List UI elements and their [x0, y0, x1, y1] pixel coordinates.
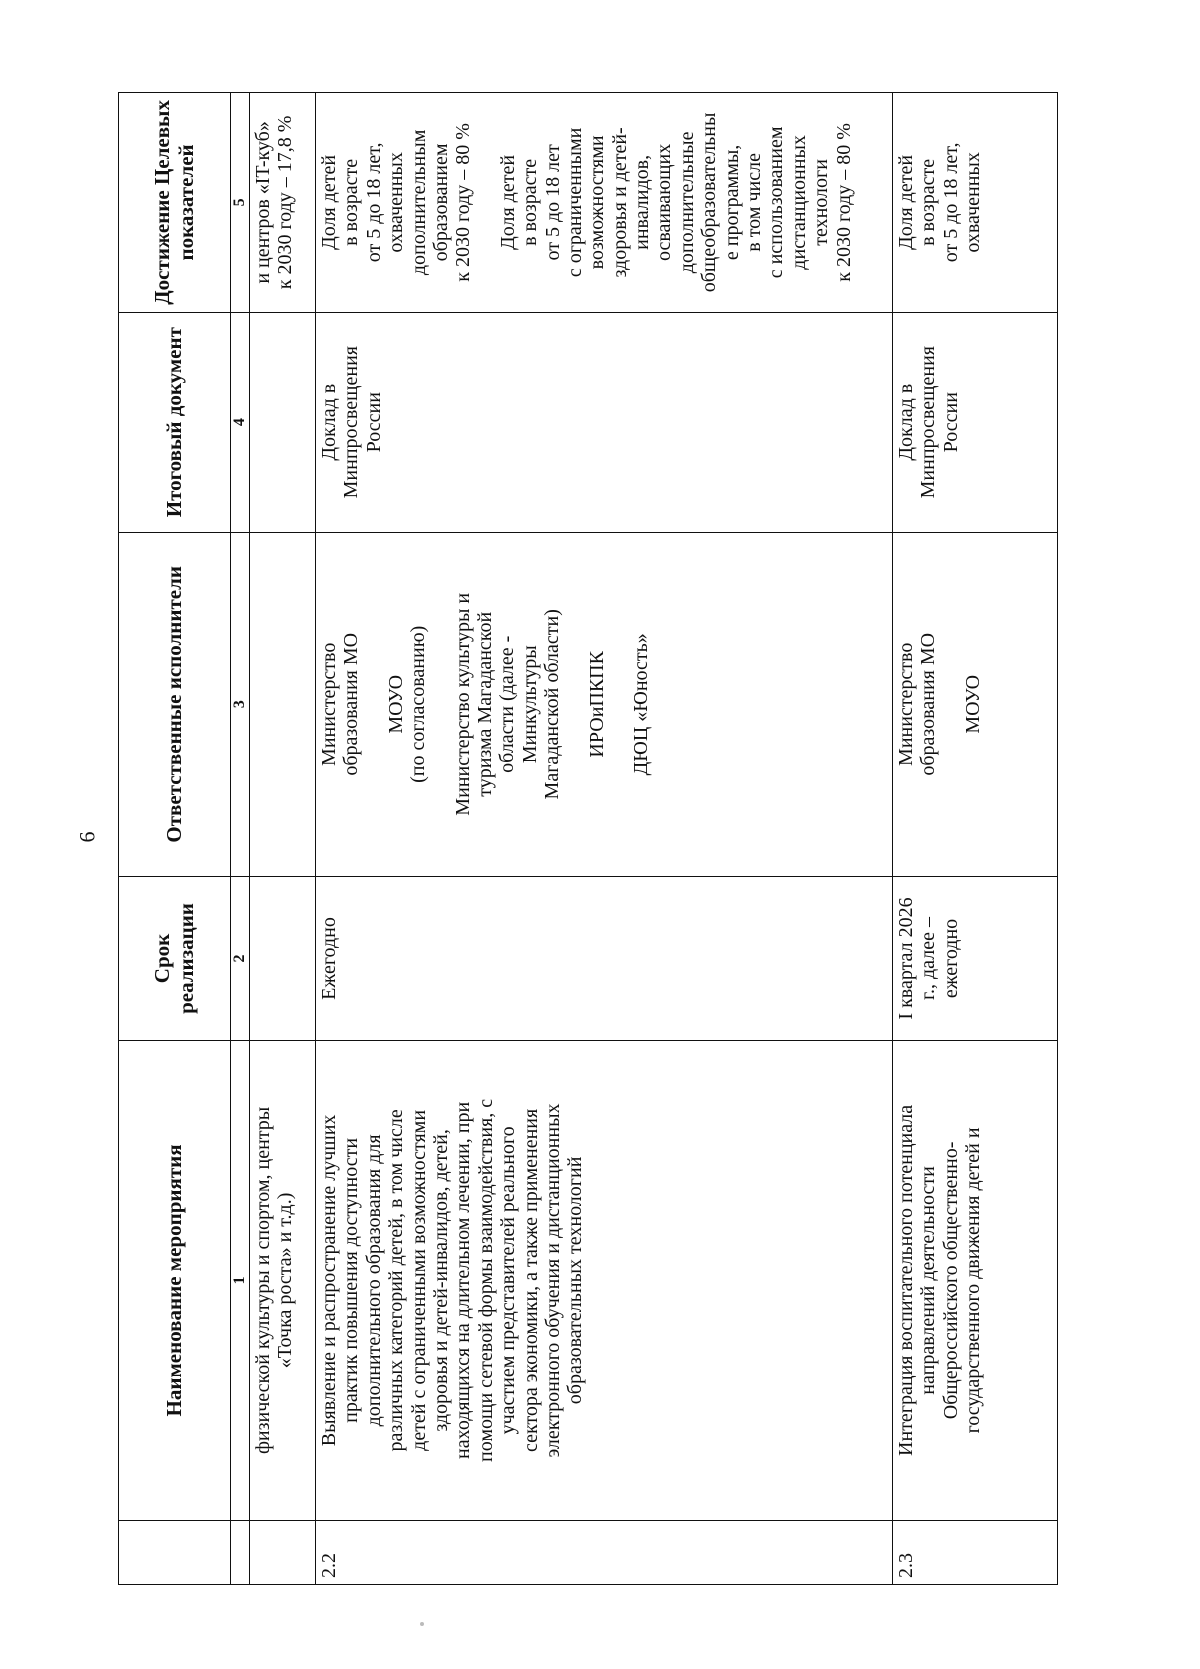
- text-line: помощи сетевой формы взаимодействия, с: [474, 1098, 497, 1462]
- page-number: 6: [74, 831, 100, 843]
- text-line: «Точка роста» и т.д.): [274, 1192, 297, 1369]
- text-line: Министерство: [318, 642, 340, 766]
- text-line: Доля детей: [496, 154, 519, 250]
- table-row: [250, 93, 316, 1585]
- text-line: [940, 537, 962, 872]
- document-cell: [250, 312, 316, 532]
- index-cell: 5: [231, 93, 250, 313]
- text-line: ежегодно: [939, 918, 962, 999]
- header-num: [119, 1520, 231, 1584]
- text-line: детей с ограниченными возможностями: [407, 1109, 430, 1451]
- text-line: России: [362, 392, 385, 453]
- text-line: Министерство культуры и: [451, 592, 474, 816]
- text-line: и центров «IT-куб»: [252, 121, 274, 284]
- header-term: Срок реализации: [119, 877, 231, 1041]
- text-line: от 5 до 18 лет: [541, 144, 564, 261]
- text-line: физической культуры и спортом, центры: [252, 1106, 274, 1455]
- name-cell: [316, 1040, 893, 1520]
- text-line: Министерство: [894, 642, 917, 766]
- text-line: к 2030 году – 17,8 %: [274, 115, 297, 290]
- table-row: [892, 93, 1057, 1585]
- text-line: здоровья и детей-: [608, 127, 631, 278]
- text-line: осваивающих: [653, 143, 676, 262]
- text-line: к 2030 году – 80 %: [832, 123, 855, 282]
- responsible-cell: [316, 532, 893, 876]
- document-cell: [892, 312, 1057, 532]
- text-line: [363, 537, 385, 872]
- text-line: МОУО: [384, 674, 407, 734]
- text-line: Магаданской области): [541, 609, 564, 800]
- index-cell: 1: [231, 1040, 250, 1520]
- index-cell: 2: [231, 877, 250, 1041]
- index-cell: 3: [231, 532, 250, 876]
- text-line: (по согласованию): [407, 625, 430, 783]
- table-row: [316, 93, 893, 1585]
- text-line: [475, 97, 497, 308]
- text-line: Доклад в: [894, 383, 917, 461]
- text-line: направлений деятельности: [917, 1166, 940, 1395]
- term-cell: [250, 877, 316, 1041]
- text-line: [564, 537, 586, 872]
- index-cell: 4: [231, 312, 250, 532]
- text-line: Минкультуры: [518, 645, 541, 764]
- text-line: от 5 до 18 лет,: [362, 142, 385, 263]
- text-line: в возрасте: [917, 158, 940, 246]
- text-line: охваченных: [962, 152, 985, 253]
- responsible-cell: [250, 532, 316, 876]
- indicators-cell: [250, 93, 316, 313]
- text-line: общеобразовательны: [698, 112, 721, 293]
- text-line: [430, 537, 452, 872]
- text-line: образовательных технологий: [564, 1156, 587, 1405]
- index-cell: [231, 1520, 250, 1584]
- text-line: здоровья и детей-инвалидов, детей,: [429, 1129, 452, 1432]
- text-line: России: [939, 392, 962, 453]
- text-line: Доля детей: [894, 154, 917, 250]
- text-line: Выявление и распространение лучших: [318, 1114, 340, 1447]
- name-cell: [250, 1040, 316, 1520]
- header-document: Итоговый документ: [119, 312, 231, 532]
- text-line: различных категорий детей, в том числе: [385, 1109, 408, 1452]
- text-line: Минпросвещения: [917, 346, 940, 499]
- header-indicators: Достижение Целевых показателей: [119, 93, 231, 313]
- text-line: в возрасте: [519, 158, 542, 246]
- text-line: образованием: [429, 143, 452, 262]
- header-name: Наименование мероприятия: [119, 1040, 231, 1520]
- text-line: Интеграция воспитательного потенциала: [894, 1104, 917, 1456]
- indicators-cell: [892, 93, 1057, 313]
- text-line: дополнительные: [675, 131, 698, 274]
- text-line: инвалидов,: [631, 154, 654, 250]
- name-cell: [892, 1040, 1057, 1520]
- text-line: Общероссийского общественно-: [939, 1141, 962, 1420]
- text-line: электронного обучения и дистанционных: [541, 1103, 564, 1458]
- text-line: образования МО: [340, 632, 363, 776]
- rotated-table-container: [118, 92, 1058, 1585]
- text-line: участием представителей реального: [497, 1126, 520, 1435]
- document-cell: [316, 312, 893, 532]
- text-line: дополнительного образования для: [362, 1134, 385, 1427]
- text-line: дистанционных: [787, 135, 810, 270]
- text-line: технологи: [810, 159, 833, 246]
- text-line: I квартал 2026: [894, 897, 917, 1020]
- text-line: [608, 537, 630, 872]
- text-line: с ограниченными: [563, 127, 586, 278]
- text-line: в возрасте: [340, 158, 363, 246]
- header-responsible: Ответственные исполнители: [119, 532, 231, 876]
- text-line: от 5 до 18 лет,: [939, 142, 962, 263]
- text-line: сектора экономики, а также применения: [519, 1108, 542, 1453]
- row-number: [250, 1520, 316, 1584]
- row-number: 2.2: [316, 1520, 893, 1584]
- text-line: Доля детей: [318, 154, 340, 250]
- scan-dot: [420, 1622, 424, 1626]
- text-line: к 2030 году – 80 %: [452, 123, 475, 282]
- text-line: в том числе: [743, 153, 766, 252]
- text-line: образования МО: [917, 632, 940, 776]
- header-row: [119, 93, 231, 1585]
- text-line: дополнительным: [407, 129, 430, 276]
- text-line: Доклад в: [318, 383, 340, 461]
- term-cell: [316, 877, 893, 1041]
- indicators-cell: [316, 93, 893, 313]
- text-line: Ежегодно: [318, 917, 340, 1000]
- term-cell: [892, 877, 1057, 1041]
- text-line: государственного движения детей и: [962, 1127, 985, 1434]
- activities-table: [118, 92, 1058, 1585]
- text-line: ДЮЦ «Юность»: [629, 633, 652, 776]
- text-line: с использованием: [765, 126, 788, 279]
- text-line: е программы,: [720, 144, 743, 261]
- row-number: 2.3: [892, 1520, 1057, 1584]
- text-line: МОУО: [961, 674, 984, 734]
- text-line: г., далее –: [917, 917, 940, 1000]
- text-line: Минпросвещения: [340, 346, 363, 499]
- text-line: практик повышения доступности: [340, 1137, 363, 1423]
- column-index-row: [231, 93, 250, 1585]
- text-line: возможностями: [586, 135, 609, 270]
- text-line: туризма Магаданской: [473, 611, 496, 797]
- text-line: находящихся на длительном лечении, при: [452, 1101, 475, 1459]
- text-line: области (далее -: [496, 635, 519, 773]
- text-line: ИРОиПКПК: [585, 651, 608, 758]
- responsible-cell: [892, 532, 1057, 876]
- text-line: охваченных: [385, 152, 408, 253]
